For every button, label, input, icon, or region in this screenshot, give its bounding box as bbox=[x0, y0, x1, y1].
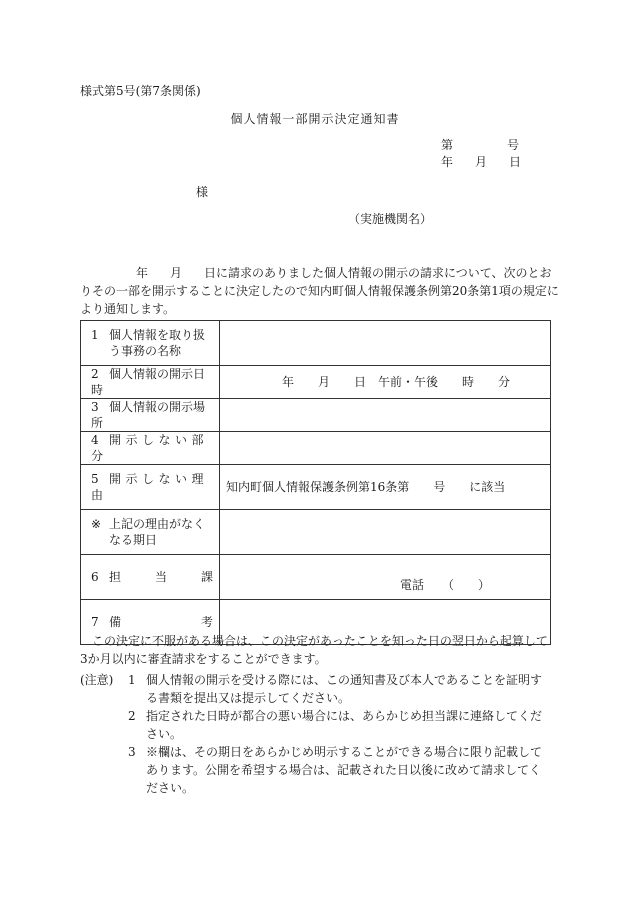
note-item: (注意) 1 個人情報の開示を受ける際には、この通知書及び本人であることを証明する書類を提出又は提示してください。 bbox=[80, 673, 543, 705]
table-row bbox=[81, 366, 551, 399]
addressee: 様 bbox=[196, 185, 209, 199]
note-item: 2 指定された日時が都合の悪い場合には、あらかじめ担当課に連絡してください。 bbox=[128, 709, 543, 741]
row-label: ※ 上記の理由がなくなる期日 bbox=[81, 510, 220, 555]
row-value[interactable]: 年 月 日 午前・午後 時 分 bbox=[220, 366, 551, 399]
row-value[interactable]: 知内町個人情報保護条例第16条第 号 に該当 bbox=[220, 465, 551, 510]
table-row bbox=[81, 432, 551, 465]
info-table bbox=[80, 320, 551, 645]
row-label: 6 担 当 課 bbox=[81, 555, 220, 600]
date-day: 日 bbox=[509, 155, 522, 169]
agency-name: （実施機関名） bbox=[348, 212, 433, 226]
row-label: 1 個人情報を取り扱う事務の名称 bbox=[81, 321, 220, 366]
appeal-paragraph: この決定に不服がある場合は、この決定があったことを知った日の翌日から起算して3か月以内に審査請求をすることができます。 bbox=[80, 634, 548, 666]
row-value[interactable] bbox=[220, 432, 551, 465]
intro-month: 月 bbox=[170, 266, 183, 280]
notes-heading: (注意) bbox=[80, 673, 114, 687]
intro-paragraph bbox=[80, 264, 559, 318]
intro-year: 年 bbox=[136, 266, 149, 280]
intro-line1: 日に請求のありました個人情報の開示の請求について、次のとお bbox=[204, 266, 552, 280]
notes-section bbox=[80, 671, 552, 797]
row-label: 5 開示しない理由 bbox=[81, 465, 220, 510]
row-label: 3 個人情報の開示場所 bbox=[81, 399, 220, 432]
document-title: 個人情報一部開示決定通知書 bbox=[230, 112, 400, 126]
row-value[interactable] bbox=[220, 510, 551, 555]
date-month: 月 bbox=[475, 155, 488, 169]
row-label: 2 個人情報の開示日時 bbox=[81, 366, 220, 399]
form-number: 様式第5号(第7条関係) bbox=[80, 84, 201, 98]
document-number bbox=[441, 137, 519, 153]
date-year: 年 bbox=[441, 155, 454, 169]
row-label: 4 開示しない部分 bbox=[81, 432, 220, 465]
table-row bbox=[81, 321, 551, 366]
row-label: 7 備 考 bbox=[81, 600, 220, 645]
table-row bbox=[81, 555, 551, 600]
doc-number-suffix: 号 bbox=[507, 138, 520, 152]
intro-line2: りその一部を開示することに決定したので知内町個人情報保護条例第20条第1項の規定に bbox=[80, 284, 559, 298]
row-value[interactable] bbox=[220, 321, 551, 366]
document-date bbox=[441, 154, 521, 170]
table-row bbox=[81, 465, 551, 510]
row-value[interactable]: 電話 （ ） bbox=[220, 555, 551, 600]
note-item: 3 ※欄は、その期日をあらかじめ明示することができる場合に限り記載してあります。公開を希望する場合は、記載された日以後に改めて請求してください。 bbox=[128, 745, 543, 795]
table-row bbox=[81, 399, 551, 432]
row-value[interactable] bbox=[220, 399, 551, 432]
doc-number-prefix: 第 bbox=[441, 138, 454, 152]
intro-line3: より通知します。 bbox=[80, 302, 176, 316]
table-row bbox=[81, 510, 551, 555]
